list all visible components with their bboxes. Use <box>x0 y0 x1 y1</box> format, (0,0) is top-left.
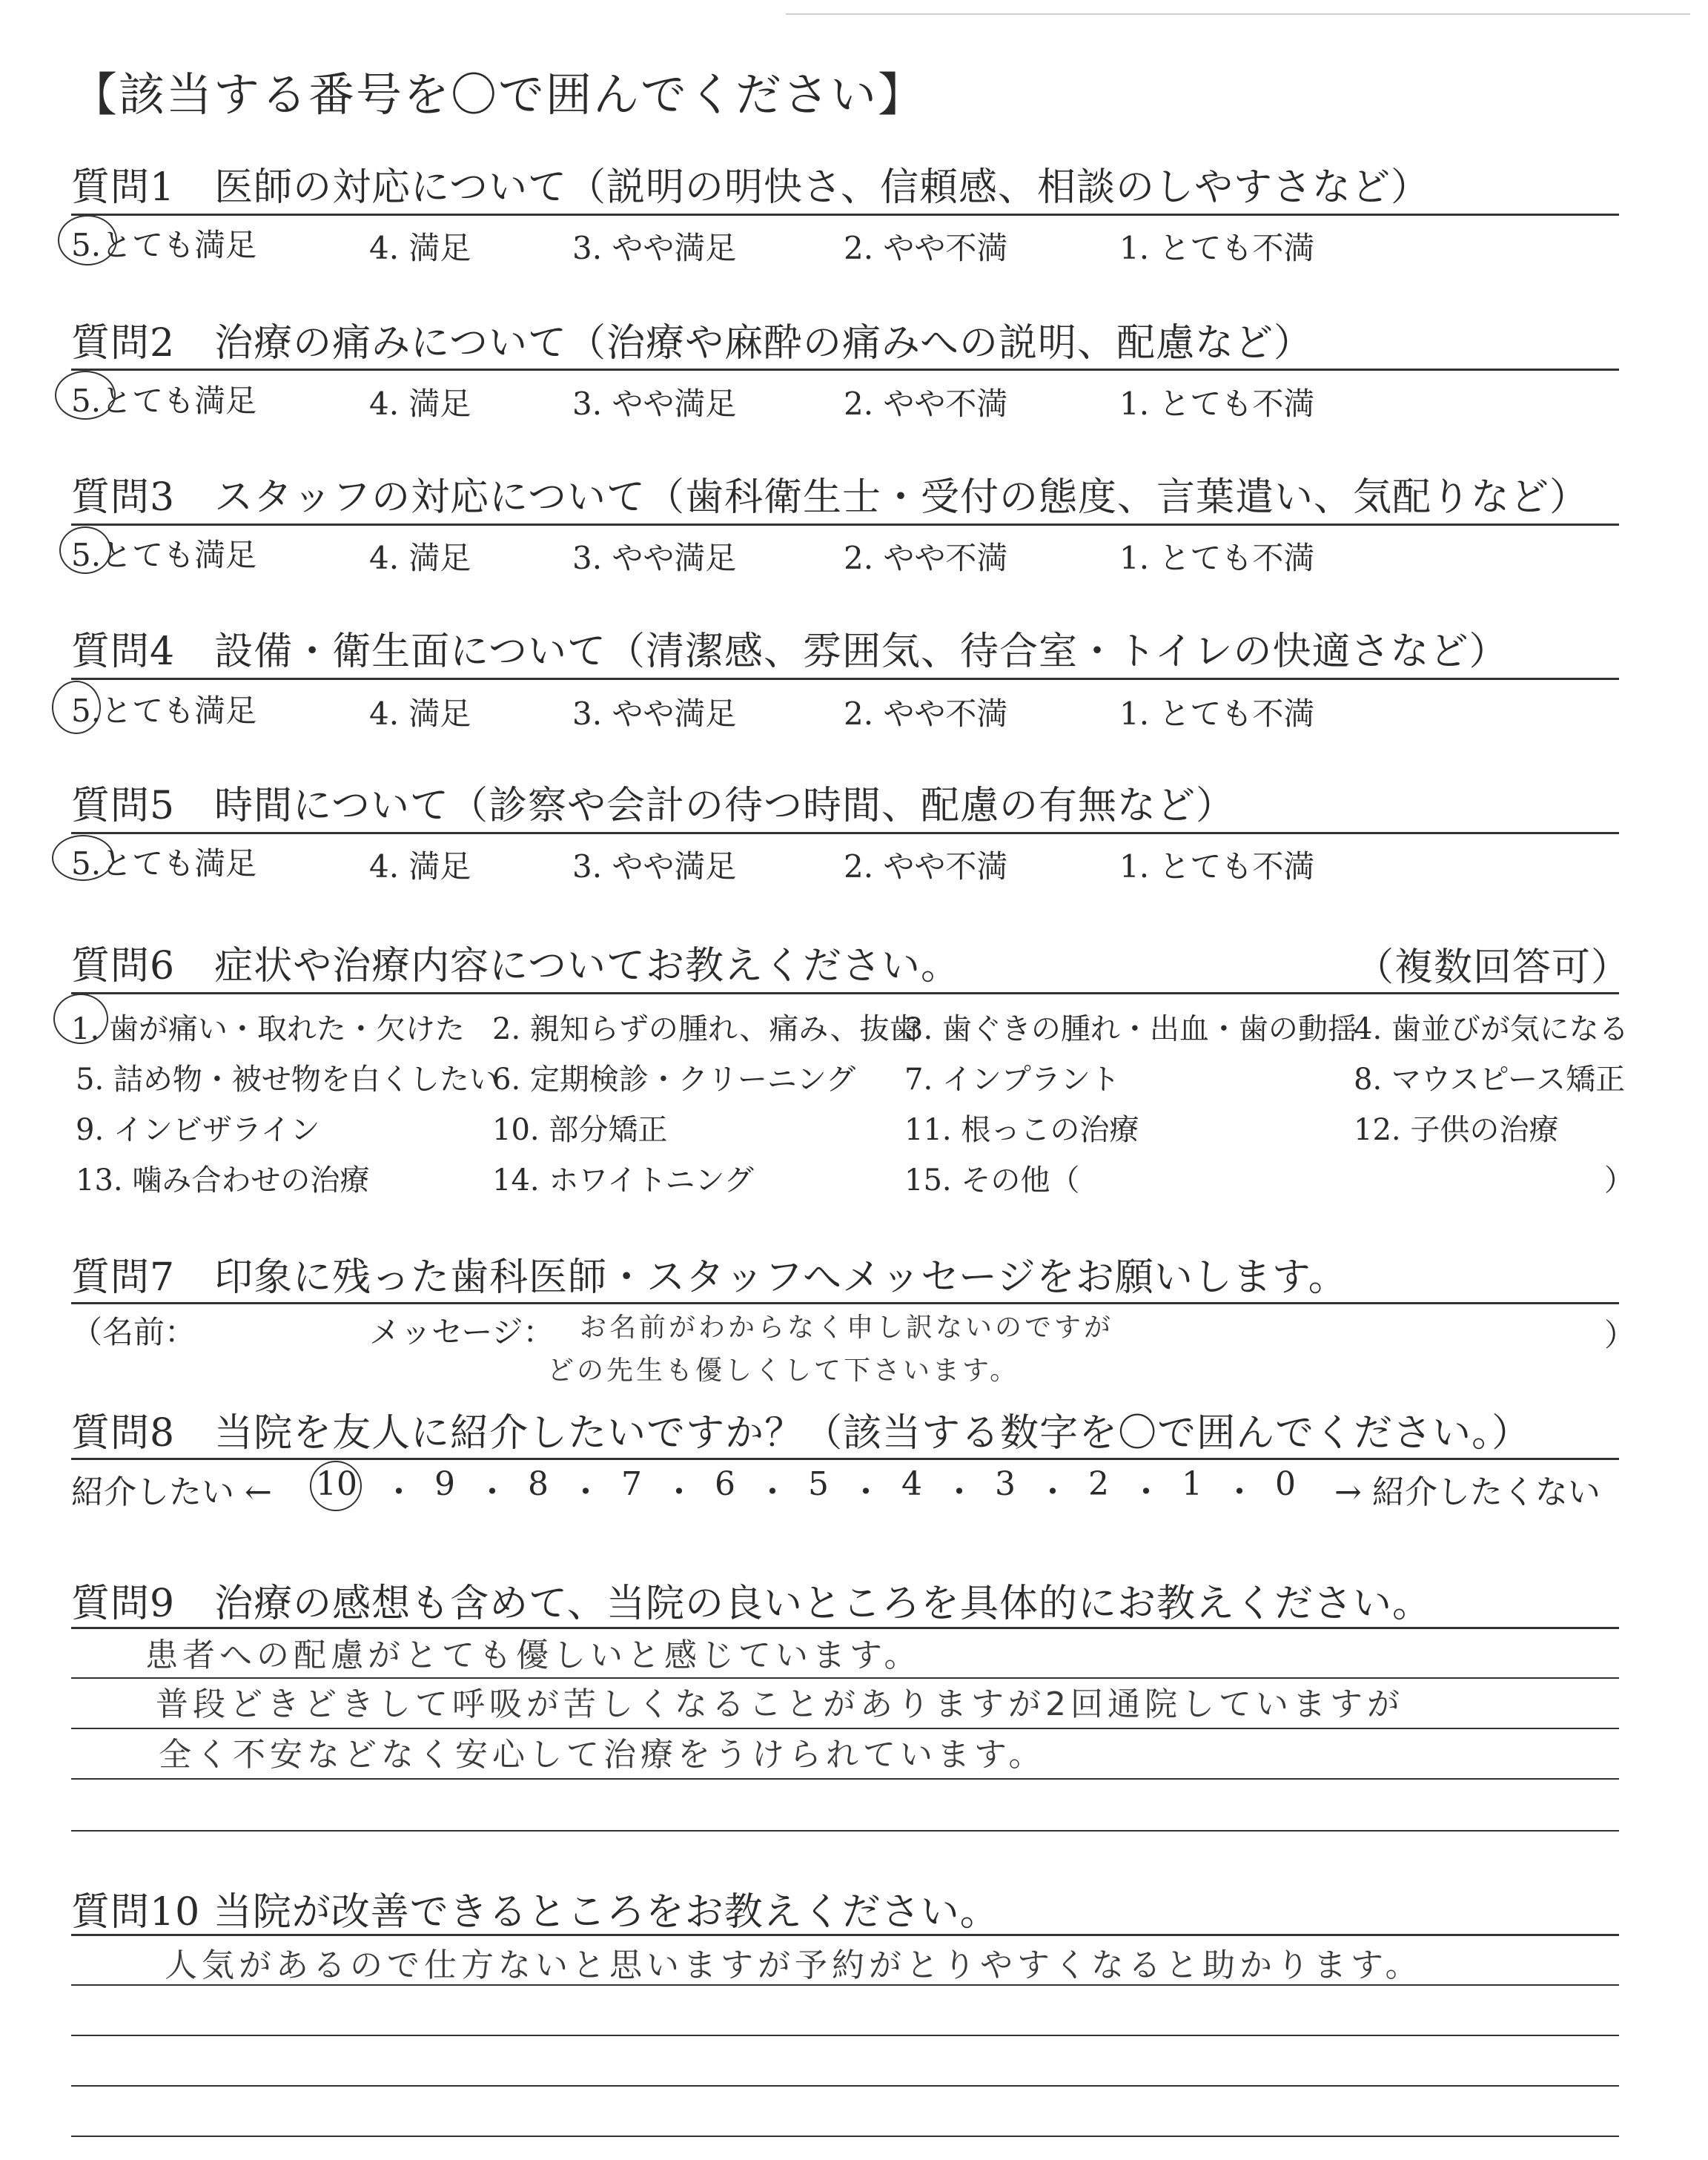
question-5-text: 質問5 時間について（診察や会計の待つ時間、配慮の有無など） <box>71 784 1236 828</box>
question-3-text: 質問3 スタッフの対応について（歯科衛生士・受付の態度、言葉遣い、気配りなど） <box>71 475 1589 520</box>
answer-line <box>71 2085 1619 2087</box>
message-close-paren: ） <box>1604 1317 1636 1353</box>
form-heading: 【該当する番号を〇で囲んでください】 <box>71 67 926 122</box>
rating-option-4[interactable]: 4. 満足 <box>369 848 471 885</box>
question-1-text: 質問1 医師の対応について（説明の明快さ、信頼感、相談のしやすさなど） <box>71 165 1430 210</box>
symptom-option-13[interactable]: 13. 噛み合わせの治療 <box>76 1163 370 1198</box>
symptom-option-5[interactable]: 5. 詰め物・被せ物を白くしたい <box>76 1063 499 1097</box>
scale-separator: ・ <box>850 1473 882 1511</box>
name-label: （名前： <box>71 1314 196 1350</box>
rating-option-4[interactable]: 4. 満足 <box>369 386 471 422</box>
scale-separator: ・ <box>1130 1473 1162 1511</box>
symptom-option-8[interactable]: 8. マウスピース矯正 <box>1354 1063 1626 1097</box>
symptom-option-15[interactable]: 15. その他（ <box>904 1163 1080 1198</box>
question-6-text: 質問6 症状や治療内容についてお教えください。 <box>71 944 961 988</box>
rating-option-1[interactable]: 1. とても不満 <box>1119 230 1315 266</box>
symptom-option-4[interactable]: 4. 歯並びが気になる <box>1354 1012 1629 1046</box>
scale-number-9[interactable]: 9 <box>434 1465 455 1503</box>
rating-option-3[interactable]: 3. やや満足 <box>572 230 737 266</box>
rating-option-2[interactable]: 2. やや不満 <box>844 230 1008 266</box>
rating-option-3[interactable]: 3. やや満足 <box>572 540 737 576</box>
answer-line <box>71 1778 1619 1780</box>
question-4-underline <box>71 678 1619 680</box>
symptom-option-14[interactable]: 14. ホワイトニング <box>492 1163 754 1198</box>
question-8-underline <box>71 1458 1619 1460</box>
scale-number-10[interactable]: 10 <box>316 1465 357 1503</box>
scale-number-1[interactable]: 1 <box>1182 1465 1202 1503</box>
rating-option-2[interactable]: 2. やや不満 <box>844 540 1008 576</box>
scale-separator: ・ <box>1223 1473 1256 1511</box>
rating-option-3[interactable]: 3. やや満足 <box>572 386 737 422</box>
rating-option-5[interactable]: 5.とても満足 <box>71 845 257 882</box>
symptom-option-11[interactable]: 11. 根っこの治療 <box>904 1113 1139 1147</box>
symptom-option-3[interactable]: 3. 歯ぐきの腫れ・出血・歯の動揺 <box>904 1012 1357 1046</box>
answer-line <box>71 2136 1619 2137</box>
rating-option-4[interactable]: 4. 満足 <box>369 540 471 576</box>
scale-separator: ・ <box>663 1473 695 1511</box>
rating-option-5[interactable]: 5.とても満足 <box>71 693 257 729</box>
symptom-option-7[interactable]: 7. インプラント <box>904 1063 1120 1097</box>
message-handwriting-line-2[interactable]: どの先生も優しくして下さいます。 <box>547 1355 1020 1386</box>
rating-option-5[interactable]: 5.とても満足 <box>71 227 257 263</box>
answer-line <box>71 1984 1619 1986</box>
answer-line <box>71 1934 1619 1936</box>
symptom-option-1[interactable]: 1. 歯が痛い・取れた・欠けた <box>71 1012 465 1046</box>
symptom-option-9[interactable]: 9. インビザライン <box>76 1113 320 1147</box>
question-9-text: 質問9 治療の感想も含めて、当院の良いところを具体的にお教えください。 <box>71 1582 1432 1626</box>
scale-number-8[interactable]: 8 <box>528 1465 549 1503</box>
answer-line <box>71 2035 1619 2036</box>
rating-option-3[interactable]: 3. やや満足 <box>572 696 737 732</box>
question-7-text: 質問7 印象に残った歯科医師・スタッフへメッセージをお願いします。 <box>71 1255 1348 1300</box>
question-10-text: 質問10 当院が改善できるところをお教えください。 <box>71 1890 999 1935</box>
scale-separator: ・ <box>756 1473 789 1511</box>
rating-option-4[interactable]: 4. 満足 <box>369 696 471 732</box>
scale-number-4[interactable]: 4 <box>901 1465 922 1503</box>
rating-option-1[interactable]: 1. とても不満 <box>1119 696 1315 732</box>
other-close-paren: ） <box>1604 1163 1634 1198</box>
message-handwriting-line-1[interactable]: お名前がわからなく申し訳ないのですが <box>580 1312 1114 1343</box>
recommend-left-label: 紹介したい ← <box>71 1473 272 1511</box>
scale-number-0[interactable]: 0 <box>1275 1465 1296 1503</box>
rating-option-2[interactable]: 2. やや不満 <box>844 696 1008 732</box>
scale-number-3[interactable]: 3 <box>995 1465 1016 1503</box>
scale-separator: ・ <box>569 1473 602 1511</box>
q9-answer-line-2[interactable]: 普段どきどきして呼吸が苦しくなることがありますが2回通院していますが <box>156 1685 1404 1723</box>
q9-answer-line-3[interactable]: 全く不安などなく安心して治療をうけられています。 <box>159 1736 1046 1774</box>
rating-option-1[interactable]: 1. とても不満 <box>1119 540 1315 576</box>
scan-edge-line <box>786 13 1690 15</box>
scale-number-6[interactable]: 6 <box>715 1465 735 1503</box>
scale-separator: ・ <box>383 1473 415 1511</box>
question-3-underline <box>71 524 1619 526</box>
symptom-option-6[interactable]: 6. 定期検診・クリーニング <box>492 1063 856 1097</box>
question-2-underline <box>71 369 1619 371</box>
symptom-option-12[interactable]: 12. 子供の治療 <box>1354 1113 1559 1147</box>
rating-option-2[interactable]: 2. やや不満 <box>844 848 1008 885</box>
scale-number-5[interactable]: 5 <box>808 1465 829 1503</box>
question-7-underline <box>71 1302 1619 1304</box>
rating-option-4[interactable]: 4. 満足 <box>369 230 471 266</box>
rating-option-2[interactable]: 2. やや不満 <box>844 386 1008 422</box>
scale-separator: ・ <box>1036 1473 1069 1511</box>
rating-option-1[interactable]: 1. とても不満 <box>1119 386 1315 422</box>
question-4-text: 質問4 設備・衛生面について（清潔感、雰囲気、待合室・トイレの快適さなど） <box>71 630 1509 674</box>
symptom-option-2[interactable]: 2. 親知らずの腫れ、痛み、抜歯 <box>492 1012 919 1046</box>
q10-answer-line-1[interactable]: 人気があるので仕方ないと思いますが予約がとりやすくなると助かります。 <box>165 1946 1423 1984</box>
scale-separator: ・ <box>943 1473 976 1511</box>
rating-option-1[interactable]: 1. とても不満 <box>1119 848 1315 885</box>
rating-option-3[interactable]: 3. やや満足 <box>572 848 737 885</box>
symptom-option-10[interactable]: 10. 部分矯正 <box>492 1113 668 1147</box>
question-5-underline <box>71 832 1619 834</box>
question-6-underline <box>71 992 1619 994</box>
rating-option-5[interactable]: 5.とても満足 <box>71 537 257 573</box>
scale-number-7[interactable]: 7 <box>621 1465 642 1503</box>
question-8-text: 質問8 当院を友人に紹介したいですか？（該当する数字を〇で囲んでください。） <box>71 1411 1532 1456</box>
message-label: メッセージ： <box>369 1314 555 1350</box>
scale-separator: ・ <box>476 1473 509 1511</box>
question-2-text: 質問2 治療の痛みについて（治療や麻酔の痛みへの説明、配慮など） <box>71 321 1314 366</box>
recommend-right-label: → 紹介したくない <box>1334 1473 1601 1511</box>
question-1-underline <box>71 214 1619 216</box>
q9-answer-line-1[interactable]: 患者への配慮がとても優しいと感じています。 <box>145 1636 921 1674</box>
multiple-answers-note: （複数回答可） <box>1355 945 1631 990</box>
scale-number-2[interactable]: 2 <box>1088 1465 1109 1503</box>
answer-line <box>71 1830 1619 1832</box>
rating-option-5[interactable]: 5.とても満足 <box>71 383 257 419</box>
